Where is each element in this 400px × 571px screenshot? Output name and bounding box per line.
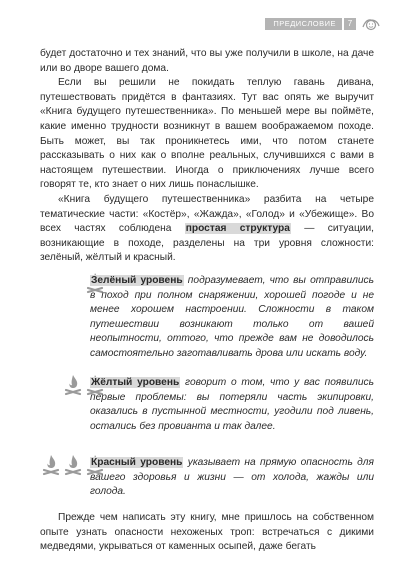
campfire-icon	[42, 454, 60, 476]
campfire-icon	[64, 374, 82, 396]
level-red	[40, 454, 374, 498]
closing-text	[40, 511, 374, 555]
level-green	[40, 272, 375, 359]
structure-highlight: простая структура	[185, 223, 290, 235]
level-green-text	[90, 274, 374, 362]
level-yellow	[40, 374, 374, 432]
structure-text-before: «Книга будущего путешественника» разбита на четыре тематические части: «Костёр», «Жажда», «Голод» и «Убежище». Во всех частях соблюдена	[40, 193, 374, 235]
intro-paragraph-1: будет достаточно и тех знаний, что вы уже получили в школе, на даче или во дворе вашего дома.	[40, 48, 374, 74]
compass-smiley-icon	[360, 17, 382, 31]
intro-paragraph-2: Если вы решили не покидать теплую гавань дивана, путешествовать придётся в фантазиях. Тут вас опять же выручит «Книга будущего путешественника». По меньшей мере вы поймёте, какие именно трудности возникнут в вашем воображаемом походе. Быть может, вы так проникнетесь ими, что потом станете рассказывать о них как о вполне реальных, случившихся с вами в настоящем путешествии. Иногда о приключениях лучше всего говорят те, кто знает о них лишь понаслышке.	[40, 77, 374, 191]
intro-text	[40, 47, 374, 266]
structure-text-after: — ситуации, возникающие в походе, разделены на три уровня сложности: зелёный, жёлтый и красный.	[40, 223, 375, 264]
level-red-text	[90, 456, 374, 500]
page-header	[265, 17, 382, 31]
page-number: 7	[344, 18, 356, 30]
campfire-icon	[64, 454, 82, 476]
structure-paragraph	[40, 193, 374, 266]
level-red-name: Красный уровень	[91, 457, 183, 468]
level-green-name: Зелёный уровень	[91, 275, 183, 286]
level-red-description: указывает на прямую опасность для вашего здоровья и жизни — от холода, жажды или голода.	[90, 457, 374, 498]
section-title: ПРЕДИСЛОВИЕ	[265, 18, 342, 30]
level-green-description: подразумевает, что вы отправились в поход при полном снаряжении, хорошей погоде и не менее хорошем настроении. Сложности в таком путешествии возникают только от вашей неопытности, оттого, что прежде вам не доводилось самостоятельно заготавливать дрова или искать воду.	[90, 275, 375, 359]
closing-paragraph: Прежде чем написать эту книгу, мне пришлось на собственном опыте узнать опасности нехоженых троп: встречаться с дикими медведями, укрываться от каменных осыпей, даже бегать	[40, 512, 374, 553]
level-yellow-description: говорит о том, что у вас появились первые проблемы: вы потеряли часть экипировки, оказались в пустынной местности, угодили под ливень, остались без провианта и так далее.	[90, 377, 374, 432]
level-yellow-text	[90, 376, 374, 434]
level-yellow-name: Жёлтый уровень	[91, 377, 180, 388]
